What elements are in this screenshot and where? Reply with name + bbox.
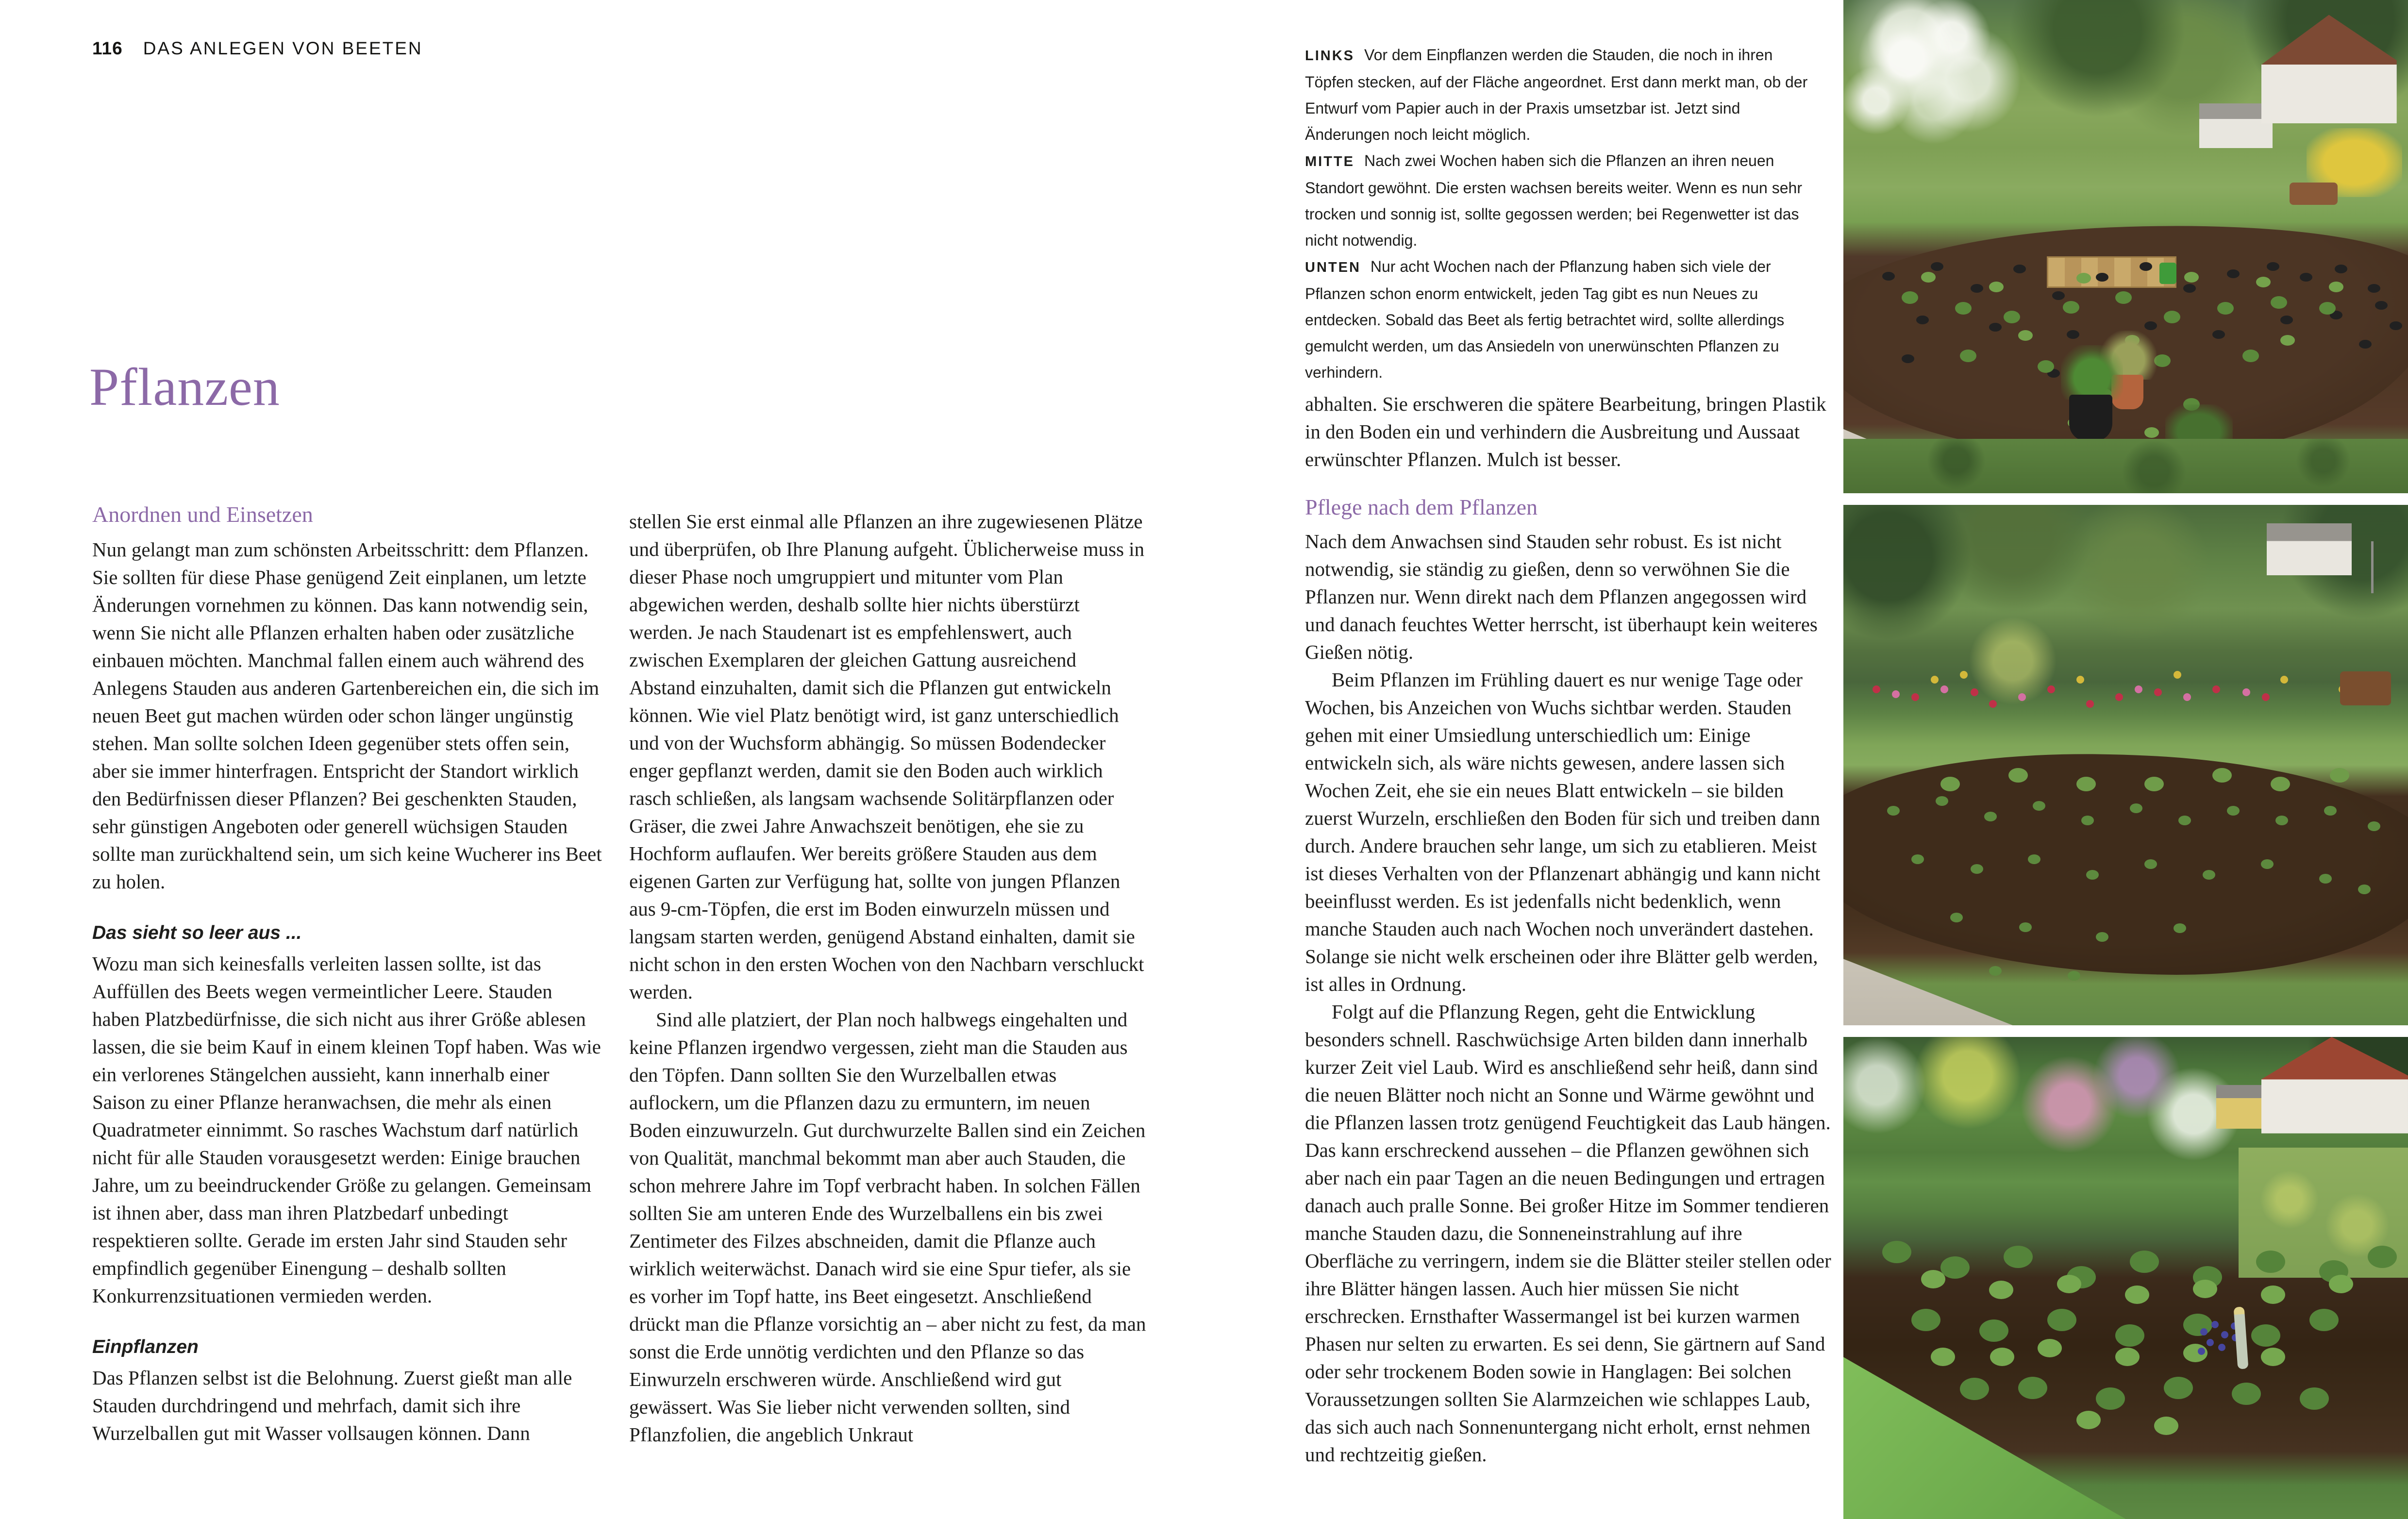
- watering-can: [2159, 263, 2176, 284]
- wooden-crate: [2047, 256, 2176, 288]
- left-text-column: [92, 501, 604, 1447]
- paragraph: Folgt auf die Pflanzung Regen, geht die Entwicklung besonders schnell. Raschwüchsige Arten bilden dann innerhalb kurzer Zeit viel Laub. Wird es anschließend sehr heiß, dann sind die neuen Blätter noch nicht an Sonne und Wärme gewöhnt und die Pflanzen lassen trotz genügend Feuchtigkeit das Laub hängen. Das kann erschreckend aussehen – die Pflanzen gewöhnen sich aber nach ein paar Tagen an die neuen Bedingungen und ertragen danach auch pralle Sonne. Bei großer Hitze im Sommer tendieren manche Stauden dazu, die Sonneneinstrahlung auf ihre Oberfläche zu verringern, indem sie die Blätter steiler stellen oder ihre Blätter hängen lassen. Auch hier müssen Sie nicht erschrecken. Ernsthafter Wassermangel ist bei kurzen warmen Phasen nur selten zu erwarten. Es sei denn, Sie gärtnern auf Sand oder sehr trockenem Boden sowie in Hanglagen: Bei solchen Voraussetzungen sollten Sie Alarmzeichen wie schlappes Laub, das sich auch nach Sonnenuntergang nicht erholt, ernst nehmen und rechtzeitig gießen.: [1305, 1001, 1831, 1466]
- photo-top: [1843, 0, 2408, 493]
- house-gray-roof: [2267, 523, 2351, 575]
- garden-bench: [2340, 671, 2391, 705]
- caption-text: Vor dem Einpflanzen werden die Stauden, die noch in ihren Töpfen stecken, auf der Fläche angeordnet. Erst dann merkt man, ob der Entwurf vom Papier auch in der Praxis umsetzbar ist. Jetzt sind Änderungen noch leicht möglich.: [1305, 46, 1808, 143]
- caption-text: Nur acht Wochen nach der Pflanzung haben sich viele der Pflanzen schon enorm entwickelt, jeden Tag gibt es nun Neues zu entdecken. Sobald das Beet als fertig betrachtet wird, sollte allerdings gemulcht werden, um das Ansiedeln von unerwünschten Pflanzen zu verhindern.: [1305, 258, 1785, 381]
- section-heading-anordnen: Anordnen und Einsetzen: [92, 502, 313, 527]
- running-head: [92, 38, 423, 59]
- paragraph: Beim Pflanzen im Frühling dauert es nur wenige Tage oder Wochen, bis Anzeichen von Wuchs sichtbar werden. Stauden gehen mit einer Umsiedlung unterschiedlich um: Einige entwickeln sich, als wäre nichts gewesen, andere lassen sich Wochen Zeit, ehe sie ein neues Blatt entwickeln – sie bilden zuerst Wurzeln, erschließen den Boden für sich und treiben dann durch. Andere brauchen sehr lange, um sich zu etablieren. Meist ist dieses Verhalten von der Pflanzenart abhängig und kann nicht beeinflusst werden. Es ist jedenfalls nicht bedenklich, wenn manche Stauden auch nach Wochen noch unverändert dastehen. Solange sie nicht welk erscheinen oder ihre Blätter gelb werden, ist alles in Ordnung.: [1305, 668, 1821, 995]
- chapter-title-header: DAS ANLEGEN VON BEETEN: [143, 38, 423, 58]
- middle-text-column: [629, 508, 1146, 1449]
- grass-foreground: [1843, 439, 2408, 493]
- plant-tufts: [1843, 0, 1858, 11]
- paragraph: Sind alle platziert, der Plan noch halbwegs eingehalten und keine Pflanzen irgendwo vergessen, zieht man die Stauden aus den Töpfen. Dann sollten Sie den Wurzelballen etwas auflockern, um die Pflanzen dazu zu ermuntern, im neuen Boden einzuwurzeln. Gut durchwurzelte Ballen sind ein Zeichen von Qualität, manchmal bekommt man aber auch Stauden, die schon mehrere Jahre im Topf verbracht haben. In solchen Fällen sollten Sie am unteren Ende des Wurzelballens ein bis zwei Zentimeter des Filzes abschneiden, damit die Pflanze auch wirklich weiterwächst. Danach wird sie eine Spur tiefer, als sie es vorher im Topf hatte, ins Beet eingesetzt. Anschließend drückt man die Pflanze vorsichtig an – aber nicht zu fest, da man sonst die Erde unnötig verdichten und den Pflanze so das Einwurzeln erschweren würde. Anschließend wird gut gewässert. Was Sie lieber nicht verwenden sollten, sind Pflanzfolien, die angeblich Unkraut: [629, 1008, 1146, 1446]
- house-yellow: [2216, 1085, 2267, 1128]
- caption-text: Nach zwei Wochen haben sich die Pflanzen an ihren neuen Standort gewöhnt. Die ersten wachsen bereits weiter. Wenn es nun sehr trocken und sonnig ist, sollte gegossen werden; bei Regenwetter ist das nicht notwendig.: [1305, 152, 1802, 249]
- caption-label-unten: UNTEN: [1305, 260, 1361, 275]
- caption-unten: [1305, 253, 1820, 385]
- photo-middle: [1843, 505, 2408, 1025]
- caption-label-mitte: MITTE: [1305, 154, 1354, 169]
- right-text-column: [1305, 42, 1835, 1469]
- page-title: Pflanzen: [89, 357, 280, 417]
- garden-bench: [2290, 183, 2338, 205]
- blue-flowers: [1843, 1037, 1851, 1044]
- spiky-plant: [2061, 345, 2123, 400]
- meadow: [2239, 1148, 2408, 1278]
- caption-links: [1305, 42, 1820, 148]
- paragraph: Wozu man sich keinesfalls verleiten lassen sollte, ist das Auffüllen des Beets wegen vermeintlicher Leere. Stauden haben Platzbedürfnisse, die sich nicht aus ihrer Größe ablesen lassen, die sie beim Kauf in einem kleinen Topf haben. Was wie ein verlorenes Stängelchen aussieht, kann innerhalb einer Saison zu einer Pflanze heranwachsen, die mehr als einen Quadratmeter einnimmt. So rasches Wachstum darf natürlich nicht für alle Stauden vorausgesetzt werden: Einige brauchen Jahre, um zu beeindruckender Größe zu gelangen. Gemeinsam ist ihnen aber, dass man ihren Platzbedarf unbedingt respektieren sollte. Gerade im ersten Jahr sind Stauden sehr empfindlich gegenüber Einengung – deshalb sollten Konkurrenzsituationen vermieden werden.: [92, 952, 601, 1307]
- subheading-leer-aus: Das sieht so leer aus ...: [92, 922, 302, 943]
- street-lamp: [2371, 541, 2374, 593]
- photo-bottom: [1843, 1037, 2408, 1519]
- young-plants: [1843, 505, 1863, 519]
- paragraph: abhalten. Sie erschweren die spätere Bearbeitung, bringen Plastik in den Boden ein und verhindern die Ausbreitung und Aussaat erwünschter Pflanzen. Mulch ist besser.: [1305, 393, 1826, 470]
- paragraph: Das Pflanzen selbst ist die Belohnung. Zuerst gießt man alle Stauden durchdringend und mehrfach, damit sich ihre Wurzelballen gut mit Wasser vollsaugen können. Dann: [92, 1367, 572, 1444]
- subheading-einpflanzen: Einpflanzen: [92, 1336, 199, 1357]
- blossom-tree: [1843, 0, 2024, 167]
- black-pot: [2069, 395, 2112, 441]
- paragraph: stellen Sie erst einmal alle Pflanzen an ihre zugewiesenen Plätze und überprüfen, ob Ihre Planung aufgeht. Üblicherweise muss in dieser Phase noch umgruppiert und mitunter vom Plan abgewichen werden, deshalb sollte hier nichts überstürzt werden. Je nach Staudenart ist es empfehlenswert, auch zwischen Exemplaren der gleichen Gattung ausreichend Abstand einzuhalten, damit sich die Pflanzen gut entwickeln können. Wie viel Platz benötigt wird, ist ganz unterschiedlich und von der Wuchsform abhängig. So müssen Bodendecker enger gepflanzt werden, damit sie den Boden auch wirklich rasch schließen, als langsam wachsende Solitärpflanzen oder Gräser, die zwei Jahre Anwachszeit benötigen, ehe sie zu Hochform auflaufen. Wer bereits größere Stauden aus dem eigenen Garten zur Verfügung hat, sollte von jungen Pflanzen aus 9-cm-Töpfen, die erst im Boden einwurzeln müssen und langsam starten werden, genügend Abstand einhalten, damit sie nicht schon in den ersten Wochen von den Nachbarn verschluckt werden.: [629, 510, 1145, 1003]
- caption-mitte: [1305, 148, 1820, 253]
- section-heading-pflege: Pflege nach dem Pflanzen: [1305, 495, 1538, 519]
- paragraph: Nun gelangt man zum schönsten Arbeitsschritt: dem Pflanzen. Sie sollten für diese Phase genügend Zeit einplanen, um letzte Änderungen vornehmen zu können. Das kann notwendig sein, wenn Sie nicht alle Pflanzen erhalten haben oder zusätzliche einbauen möchten. Manchmal fallen einem auch während des Anlegens Stauden aus anderen Gartenbereichen ein, die sich im neuen Beet gut machen würden oder schon länger ungünstig stehen. Man sollte solchen Ideen gegenüber stets offen sein, aber sie immer hinterfragen. Entspricht der Standort wirklich den Bedürfnissen dieser Pflanzen? Bei geschenkten Stauden, sehr günstigen Angeboten oder generell wüchsigen Stauden sollte man zurückhaltend sein, um sich keine Wucherer ins Beet zu holen.: [92, 538, 602, 893]
- caption-label-links: LINKS: [1305, 48, 1354, 64]
- page-number: 116: [92, 38, 123, 58]
- paragraph: Nach dem Anwachsen sind Stauden sehr robust. Es ist nicht notwendig, sie ständig zu gießen, denn so verwöhnen Sie die Pflanzen nur. Wenn direkt nach dem Pflanzen angegossen wird und danach feuchtes Wetter herrscht, ist überhaupt kein weiteres Gießen nötig.: [1305, 530, 1818, 663]
